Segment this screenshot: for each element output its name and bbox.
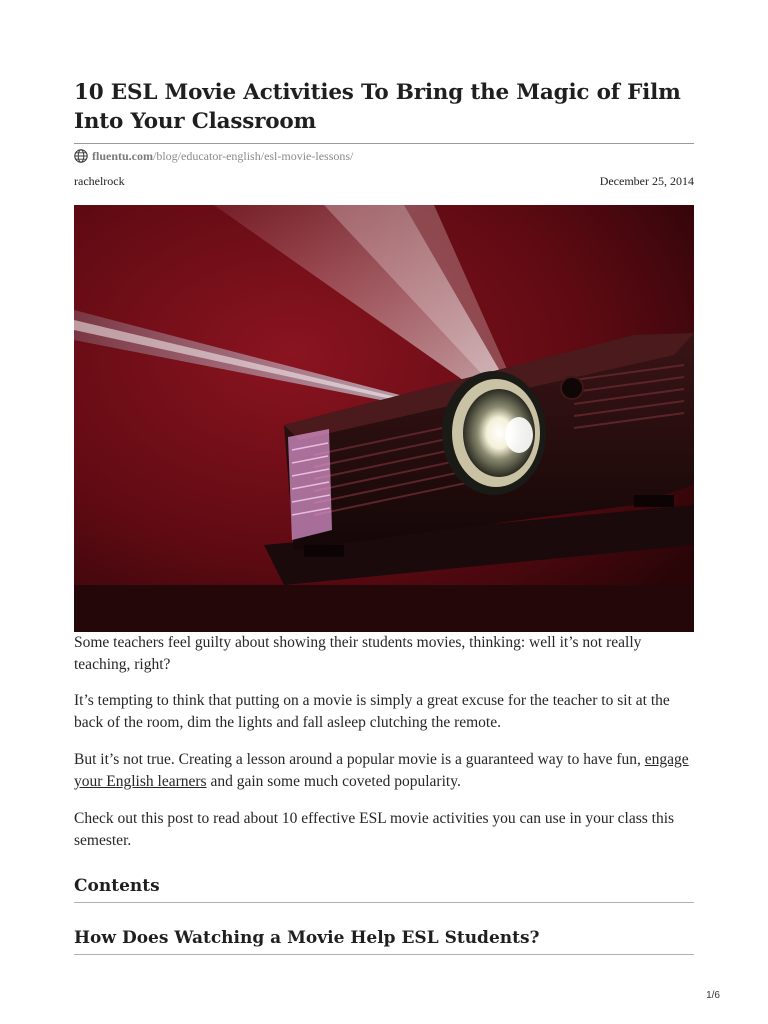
publish-date: December 25, 2014	[599, 174, 694, 188]
hero-image	[74, 205, 694, 632]
author-name: rachelrock	[74, 174, 125, 188]
intro-paragraph-4: Check out this post to read about 10 effective ESL movie activities you can use in your class this semester.	[74, 810, 675, 849]
engage-learners-link[interactable]: engage your English learners	[74, 751, 689, 790]
page-indicator: 1/6	[706, 990, 720, 1001]
section-heading: How Does Watching a Movie Help ESL Students?	[74, 928, 540, 948]
article-title: 10 ESL Movie Activities To Bring the Magic of Film Into Your Classroom	[74, 80, 681, 134]
contents-heading: Contents	[74, 876, 160, 896]
section-divider	[74, 954, 694, 955]
contents-divider	[74, 902, 694, 903]
title-divider	[74, 143, 694, 144]
source-url[interactable]	[74, 148, 353, 164]
paragraph-3-text-after: and gain some much coveted popularity.	[206, 773, 461, 790]
intro-paragraph-3	[74, 749, 694, 793]
projector-image	[74, 205, 694, 632]
intro-paragraph-1: Some teachers feel guilty about showing their students movies, thinking: well it’s not really teaching, right?	[74, 634, 642, 673]
source-path: /blog/educator-english/esl-movie-lessons/	[153, 148, 354, 163]
source-domain: fluentu.com	[92, 148, 153, 163]
globe-icon	[74, 149, 88, 163]
intro-paragraph-2: It’s tempting to think that putting on a movie is simply a great excuse for the teacher to sit at the back of the room, dim the lights and fall asleep clutching the remote.	[74, 692, 670, 731]
paragraph-3-text-before: But it’s not true. Creating a lesson around a popular movie is a guaranteed way to have fun,	[74, 751, 645, 768]
byline	[74, 174, 694, 189]
